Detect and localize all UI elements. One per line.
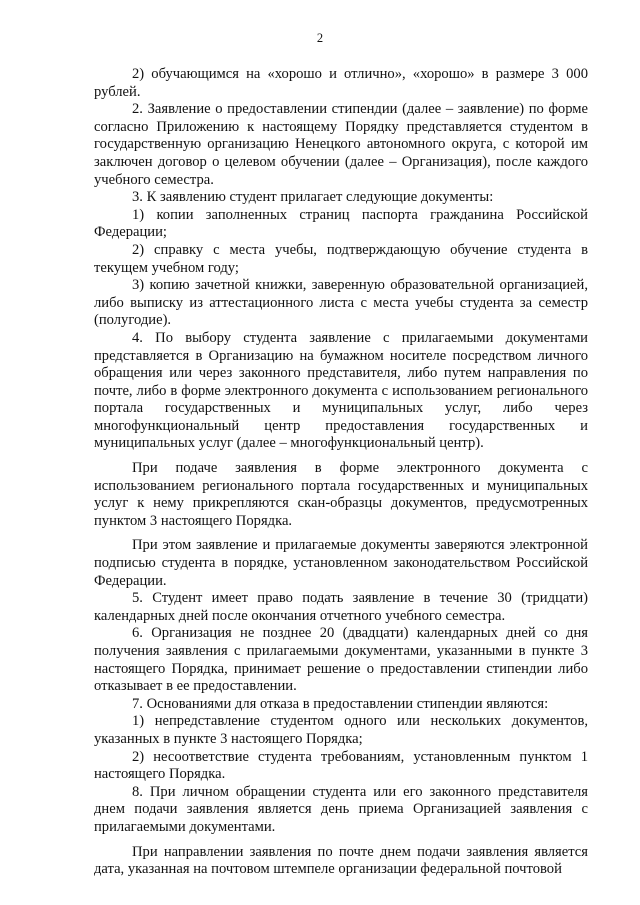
- paragraph-clause-3-item-3: 3) копию зачетной книжки, заверенную образовательной организацией, либо выписку из аттестационного листа с места учебы студента за семестр (полугодие).: [94, 277, 588, 329]
- paragraph-clause-7: 7. Основаниями для отказа в предоставлении стипендии являются:: [132, 695, 549, 712]
- page-number: 2: [316, 31, 324, 45]
- paragraph-clause-3: 3. К заявлению студент прилагает следующие документы:: [132, 189, 494, 206]
- document-body: [94, 66, 588, 879]
- paragraph-clause-8: 8. При личном обращении студента или его законного представителя днем подачи заявления является день приема Организацией заявления с прилагаемыми документами.: [94, 783, 588, 835]
- paragraph-clause-4-electronic: При подаче заявления в форме электронного документа с использованием регионального портала государственных и муниципальных услуг к нему прикрепляются скан-образцы документов, предусмотренных пунктом 3 настоящего Порядка.: [94, 460, 588, 529]
- paragraph-item-2-amount: 2) обучающимся на «хорошо и отлично», «хорошо» в размере 3 000 рублей.: [94, 66, 588, 100]
- paragraph-clause-6: 6. Организация не позднее 20 (двадцати) календарных дней со дня получения заявления с прилагаемыми документами, указанными в пункте 3 настоящего Порядка, принимает решение о предоставлении стипендии либо отказывает в ее предоставлении.: [94, 625, 588, 695]
- paragraph-clause-8-postal: При направлении заявления по почте днем подачи заявления является дата, указанная на почтовом штемпеле организации федеральной почтовой: [94, 843, 588, 878]
- paragraph-clause-5: 5. Студент имеет право подать заявление в течение 30 (тридцати) календарных дней после окончания отчетного учебного семестра.: [94, 590, 588, 624]
- paragraph-clause-7-item-2: 2) несоответствие студента требованиям, установленным пунктом 1 настоящего Порядка.: [94, 748, 588, 783]
- paragraph-clause-2: 2. Заявление о предоставлении стипендии (далее – заявление) по форме согласно Приложению к настоящему Порядку представляется студентом в государственную организацию Ненецкого автономного округа, с которой им заключен договор о целевом обучении (далее – Организация), после каждого учебного семестра.: [94, 101, 588, 188]
- paragraph-clause-3-item-1: 1) копии заполненных страниц паспорта гражданина Российской Федерации;: [94, 206, 588, 241]
- paragraph-clause-4: 4. По выбору студента заявление с прилагаемыми документами представляется в Организацию на бумажном носителе посредством личного обращения или через законного представителя, либо путем направления по почте, либо в форме электронного документа с использованием регионального портала государственных и муниципальных услуг, либо через многофункциональный центр предоставления государственных и муниципальных услуг (далее – многофункциональный центр).: [94, 329, 588, 452]
- paragraph-clause-7-item-1: 1) непредставление студентом одного или нескольких документов, указанных в пункте 3 настоящего Порядка;: [94, 713, 588, 747]
- paragraph-clause-3-item-2: 2) справку с места учебы, подтверждающую обучение студента в текущем учебном году;: [94, 241, 588, 276]
- paragraph-clause-4-signature: При этом заявление и прилагаемые документы заверяются электронной подписью студента в порядке, установленном законодательством Российской Федерации.: [94, 537, 588, 589]
